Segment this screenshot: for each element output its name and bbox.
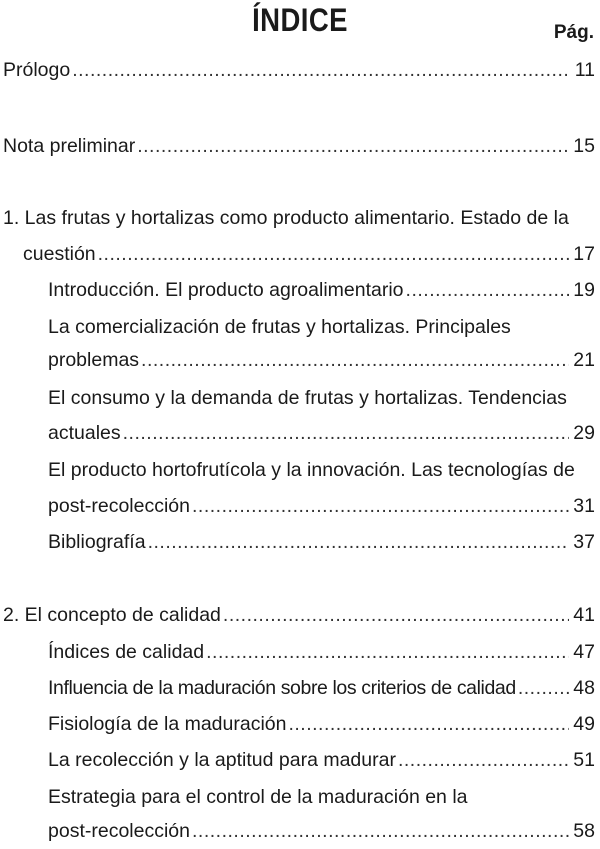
dot-leader xyxy=(148,530,569,554)
dot-leader xyxy=(192,819,569,843)
toc-entry-label: 2. El concepto de calidad xyxy=(3,604,221,626)
dot-leader xyxy=(288,712,569,736)
toc-page-number: 37 xyxy=(573,531,595,553)
toc-entry-comercializacion-line1[interactable]: La comercialización de frutas y hortalizas. Principales xyxy=(48,316,511,338)
toc-page-number: 29 xyxy=(573,422,595,444)
dot-leader xyxy=(141,348,569,372)
dot-leader xyxy=(398,748,569,772)
dot-leader xyxy=(137,134,569,158)
page-title: ÍNDICE xyxy=(252,2,348,38)
toc-page-number: 47 xyxy=(573,641,595,663)
dot-leader xyxy=(518,676,569,700)
toc-entry-recoleccion[interactable] xyxy=(48,748,595,772)
toc-entry-bibliografia[interactable] xyxy=(48,530,595,554)
toc-entry-label: Prólogo xyxy=(3,59,71,81)
toc-entry-influencia-maduracion[interactable] xyxy=(48,676,595,700)
toc-chapter-2[interactable] xyxy=(3,603,595,627)
page-column-label: Pág. xyxy=(553,22,594,43)
dot-leader xyxy=(206,640,569,664)
toc-entry-label: actuales xyxy=(48,422,121,444)
toc-entry-label: Bibliografía xyxy=(48,531,146,553)
dot-leader xyxy=(192,494,569,518)
toc-page-number: 19 xyxy=(573,279,595,301)
toc-page-number: 15 xyxy=(573,135,595,157)
toc-page-number: 58 xyxy=(573,820,595,842)
toc-entry-estrategia[interactable] xyxy=(48,819,595,843)
toc-page-number: 41 xyxy=(573,604,595,626)
toc-page-number: 31 xyxy=(573,495,595,517)
toc-page-number: 17 xyxy=(573,243,595,265)
toc-entry-nota-preliminar[interactable] xyxy=(3,134,595,158)
toc-page-number: 21 xyxy=(573,349,595,371)
toc-chapter-1-line1[interactable]: 1. Las frutas y hortalizas como producto alimentario. Estado de la xyxy=(3,207,569,229)
dot-leader xyxy=(123,421,569,445)
toc-entry-estrategia-line1[interactable]: Estrategia para el control de la maduración en la xyxy=(48,786,468,808)
toc-page-number: 11 xyxy=(574,59,595,81)
dot-leader xyxy=(223,603,569,627)
toc-entry-label: post-recolección xyxy=(48,820,190,842)
toc-entry-label: Influencia de la maduración sobre los criterios de calidad xyxy=(48,677,516,699)
toc-entry-fisiologia[interactable] xyxy=(48,712,595,736)
toc-entry-comercializacion[interactable] xyxy=(48,348,595,372)
toc-entry-introduccion[interactable] xyxy=(48,278,595,302)
toc-entry-label: Índices de calidad xyxy=(48,641,205,663)
toc-page-number: 49 xyxy=(573,713,595,735)
dot-leader xyxy=(72,58,569,82)
toc-entry-consumo-line1[interactable]: El consumo y la demanda de frutas y hortalizas. Tendencias xyxy=(48,387,567,409)
toc-entry-innovacion-line1[interactable]: El producto hortofrutícola y la innovación. Las tecnologías de xyxy=(48,459,575,481)
toc-entry-prologo[interactable] xyxy=(3,58,595,82)
toc-entry-label: Fisiología de la maduración xyxy=(48,713,287,735)
toc-entry-label: Nota preliminar xyxy=(3,135,136,157)
toc-entry-consumo[interactable] xyxy=(48,421,595,445)
toc-entry-label: problemas xyxy=(48,349,140,371)
toc-entry-label: post-recolección xyxy=(48,495,190,517)
toc-chapter-1[interactable] xyxy=(23,242,595,266)
toc-page-number: 51 xyxy=(573,749,595,771)
toc-entry-label: La recolección y la aptitud para madurar xyxy=(48,749,396,771)
toc-entry-innovacion[interactable] xyxy=(48,494,595,518)
toc-entry-indices-calidad[interactable] xyxy=(48,640,595,664)
toc-entry-label: cuestión xyxy=(23,243,96,265)
toc-page-number: 48 xyxy=(573,677,595,699)
dot-leader xyxy=(406,278,569,302)
dot-leader xyxy=(98,242,569,266)
toc-entry-label: Introducción. El producto agroalimentario xyxy=(48,279,404,301)
